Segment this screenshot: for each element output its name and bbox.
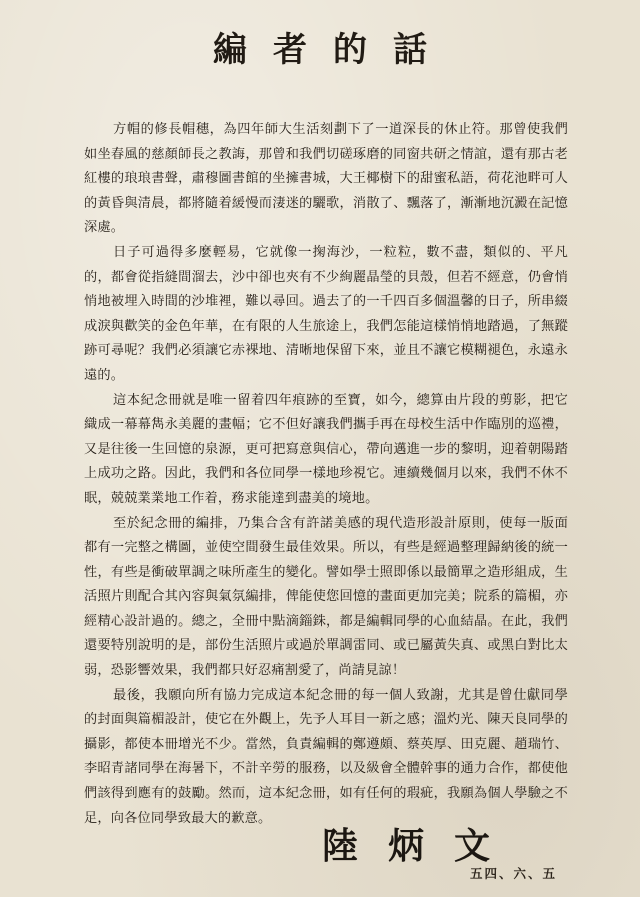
paragraph-4: 至於紀念冊的編排，乃集合含有許諾美感的現代造形設計原則，使每一版面都有一完整之構圖，並使空間發生最佳效果。所以，有些是經過整理歸納後的統一性，有些是衝破單調之味所產生的變化。譬如學士照即係以最簡單之造形組成，生活照片則配合其內容與氣氛編排，俾能使您回憶的畫面更加完美；院系的篇楣，亦經精心設計過的。總之，全冊中點滴錙銖，都是編輯同學的心血結晶。在此，我們還要特別說明的是，部份生活照片或過於單調雷同、或已屬黃失真、或黑白對比太弱，恐影響效果，我們都只好忍痛割愛了，尚請見諒！ [84, 515, 568, 679]
paragraph-2: 日子可過得多麼輕易，它就像一掬海沙，一粒粒，數不盡，類似的、平凡的，都會從指縫間溜去，沙中卻也夾有不少絢麗晶瑩的貝殼，但若不經意，仍會悄悄地被埋入時間的沙堆裡，難以尋回。過去了的一千四百多個溫馨的日子，所串綴成淚與歡笑的金色年華，在有限的人生旅途上，我們怎能這樣悄悄地踏過，了無蹤跡可尋呢？我們必須讓它赤裸地、清晰地保留下來，並且不讓它模糊褪色，永遠永遠的。 [84, 244, 568, 383]
paragraph-3: 這本紀念冊就是唯一留着四年痕跡的至寶，如今，總算由片段的剪影，把它織成一幕幕雋永美麗的畫幅；它不但好讓我們攜手再在母校生活中作臨別的巡禮，又是往後一生回憶的泉源，更可把寫意與信心，帶向邁進一步的黎明，迎着朝陽踏上成功之路。因此，我們和各位同學一樣地珍視它。連續幾個月以來，我們不休不眠，兢兢業業地工作着，務求能達到盡美的境地。 [84, 392, 568, 506]
paragraph-1: 方帽的修長帽穗，為四年師大生活刻劃下了一道深長的休止符。那曾使我們如坐春風的慈顏師長之教誨，那曾和我們切磋琢磨的同窗共研之情誼，還有那古老紅樓的琅琅書聲，肅穆圖書館的坐擁書城，大王椰樹下的甜蜜私語，荷花池畔可人的黃昏與清晨，都將隨着緩慢而淒迷的驪歌，消散了、飄落了，漸漸地沉澱在記憶深處。 [84, 122, 568, 236]
editor-note-body [84, 118, 568, 831]
author-signature: 陸炳文 [322, 825, 521, 867]
page-title: 編者的話 [213, 30, 453, 70]
paragraph-5: 最後，我願向所有協力完成這本紀念冊的每一個人致謝，尤其是曾仕獻同學的封面與篇楣設計，使它在外觀上，先予人耳目一新之感；溫灼光、陳天良同學的攝影，都使本冊增光不少。當然，負責編輯的鄭遵頗、蔡英厚、田克麗、趙瑞竹、李昭青諸同學在海暑下，不計辛勞的服務，以及級會全體幹事的通力合作，都使他們該得到應有的鼓勵。然而，這本紀念冊，如有任何的瑕疵，我願為個人學驗之不足，向各位同學致最大的歉意。 [84, 687, 568, 826]
signature-date: 五四、六、五 [470, 866, 558, 881]
